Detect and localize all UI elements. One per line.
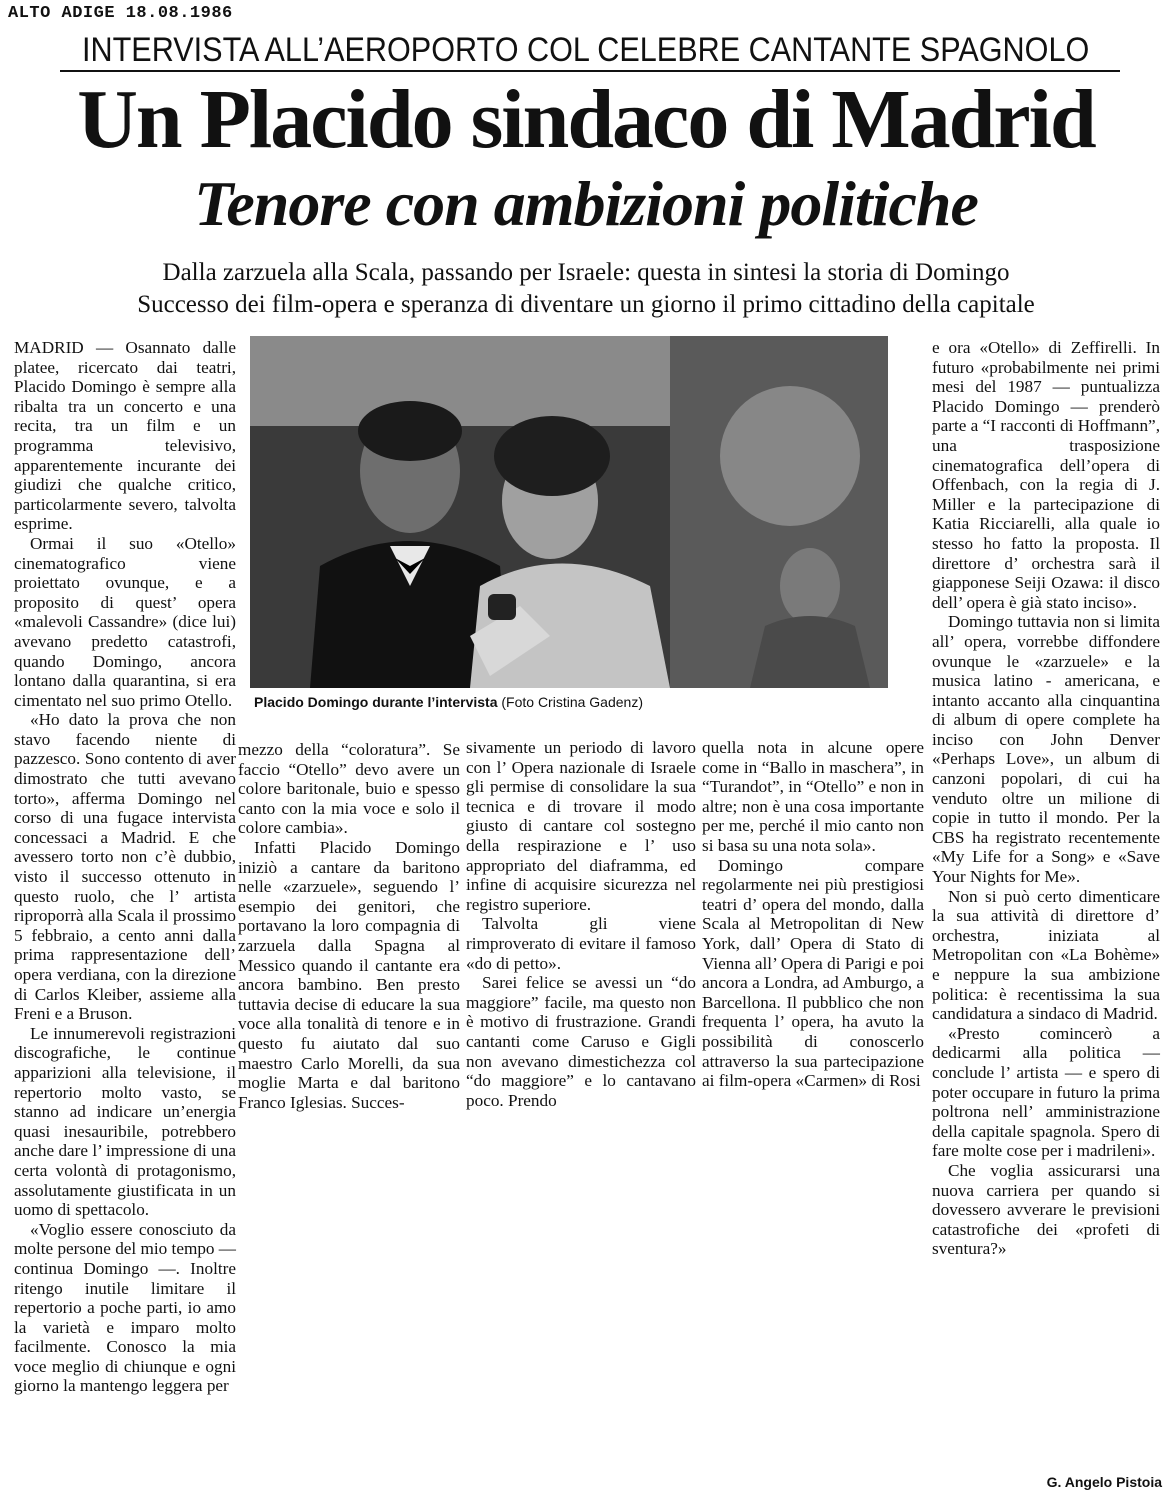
paragraph: Che voglia assicurarsi una nuova carriera per quando si dovessero avverare le previsioni catastrofiche dei «profeti di sventura?» (932, 1160, 1160, 1259)
paragraph: Infatti Placido Domingo iniziò a cantare da baritono nelle «zarzuele», seguendo l’ esempio dei genitori, che portavano la loro compagnia di zarzuela dalla Spagna al Messico quando il cantante era ancora bambino. Ben presto tuttavia decise di educare la sua voce alla tonalità di tenore e in questo fu aiutato dal suo maestro Carlo Morelli, da sua moglie Marta e dal baritono Franco Iglesias. Succes- (238, 837, 460, 1112)
paragraph: Domingo compare regolarmente nei più prestigiosi teatri d’ opera del mondo, dalla Scala al Metropolitan di New York, dall’ Opera di Stato di Vienna all’ Opera di Parigi e poi ancora a Londra, ad Amburgo, a Barcellona. Il pubblico che non frequenta l’ opera, ha avuto la possibilità di conoscerlo attraverso la sua partecipazione ai film-opera «Carmen» di Rosi (702, 855, 925, 1091)
kicker: INTERVISTA ALL’AEROPORTO COL CELEBRE CANTANTE SPAGNOLO (82, 31, 1090, 69)
headline: Un Placido sindaco di Madrid (77, 73, 1095, 166)
deck-line: Dalla zarzuela alla Scala, passando per Israele: questa in sintesi la storia di Domingo (162, 259, 1010, 286)
paragraph: sivamente un periodo di lavoro con l’ Opera nazionale di Israele gli permise di consolidare la sua tecnica e di trovare il modo giusto di cantare col sostegno della respirazione e l’ uso appropriato del diaframma, ed infine di acquisire sicurezza nel registro superiore. (466, 738, 696, 914)
paragraph: e ora «Otello» di Zeffirelli. In futuro «probabilmente nei primi mesi del 1987 — puntualizza Placido Domingo — prenderò parte a “I racconti di Hoffmann”, una trasposizione cinematografica dell’opera di Offenbach, con la regia di J. Miller e la partecipazione di Katia Ricciarelli, alla quale io stesso ho fatto la proposta. Il direttore d’ orchestra sarà il giapponese Seiji Ozawa: il disco dell’ opera è già stato inciso». (932, 338, 1160, 612)
paragraph: «Presto comincerò a dedicarmi alla politica — conclude l’ artista — e spero di poter occupare in futuro la prima poltrona nell’ amministrazione della capitale spagnola. Spero di fare molte cose per i madrileni». (932, 1023, 1160, 1161)
article-column-2 (238, 740, 460, 1112)
paragraph: Talvolta gli viene rimproverato di evitare il famoso «do di petto». (466, 914, 696, 973)
subheadline: Tenore con ambizioni politiche (194, 168, 978, 239)
caption-text: Placido Domingo durante l’intervista (254, 694, 498, 710)
deck-line: Successo dei film-opera e speranza di diventare un giorno il primo cittadino della capitale (137, 291, 1035, 318)
paragraph: quella nota in alcune opere come in “Ballo in maschera”, in “Turandot”, in “Otello” e non in altre; non è una cosa importante per me, perché il mio canto non si basa su una nota sola». (702, 738, 924, 855)
source-line: ALTO ADIGE 18.08.1986 (8, 4, 233, 23)
kicker-rule (60, 70, 1120, 72)
byline: G. Angelo Pistoia (1046, 1474, 1162, 1490)
caption-credit: (Foto Cristina Gadenz) (501, 694, 643, 710)
paragraph: «Ho dato la prova che non stavo facendo niente di pazzesco. Sono contento di aver dimostrato che tutti avevano torto», afferma Domingo nel corso di una fugace intervista concessaci a Madrid. E che avessero torto non c’è dubbio, visto il successo ottenuto in questo ruolo, che l’ artista riproporrà alla Scala il prossimo 5 febbraio, a cento anni dalla prima rappresentazione dell’ opera verdiana, con la direzione di Carlos Kleiber, assieme alla Freni e a Bruson. (14, 710, 236, 1024)
article-column-4 (702, 738, 924, 1091)
article-column-1 (14, 338, 236, 1396)
paragraph: Non si può certo dimenticare la sua attività di direttore d’ orchestra, iniziata al Metropolitan con «La Bohème» e neppure la sua ambizione politica: è recentissima la sua candidatura a sindaco di Madrid. (932, 886, 1160, 1024)
paragraph: MADRID — Osannato dalle platee, ricercato dai teatri, Placido Domingo è sempre alla ribalta tra un concerto e una recita, tra un film e un programma televisivo, apparentemente incurante dei giudizi che qualche critico, particolarmente severo, talvolta esprime. (14, 338, 236, 534)
article-column-3 (466, 738, 696, 1110)
paragraph: Ormai il suo «Otello» cinematografico viene proiettato ovunque, e a proposito di quest’ opera «malevoli Cassandre» (dice lui) avevano predetto catastrofi, quando Domingo, ancora lontano dalla quarantina, si era cimentato nel suo primo Otello. (14, 533, 236, 710)
paragraph: Le innumerevoli registrazioni discografiche, le continue apparizioni alla televisione, il repertorio molto vasto, se stanno ad indicare un’energia quasi inesauribile, potrebbero anche dare l’ impressione di una certa volontà di protagonismo, assolutamente giustificata in un uomo di spettacolo. (14, 1023, 236, 1220)
photo-caption (254, 694, 894, 710)
paragraph: Sarei felice se avessi un “do maggiore” facile, ma questo non è motivo di frustrazione. Grandi cantanti come Caruso e Gigli non avevano dimestichezza col “do maggiore” e lo cantavano poco. Prendo (466, 973, 696, 1110)
paragraph: «Voglio essere conosciuto da molte persone del mio tempo — continua Domingo —. Inoltre ritengo inutile limitare il repertorio a poche parti, io amo la varietà e imparo molto facilmente. Conosco la mia voce meglio di chiunque e ogni giorno la mantengo leggera per (14, 1219, 236, 1396)
photo (250, 336, 888, 688)
article-column-5 (932, 338, 1160, 1259)
paragraph: mezzo della “coloratura”. Se faccio “Otello” devo avere un colore baritonale, buio e spesso canto con la mia voce e solo il colore cambia». (238, 740, 460, 838)
paragraph: Domingo tuttavia non si limita all’ opera, vorrebbe diffondere ovunque le «zarzuele» e la musica latino - americana, e intanto accanto alla cinquantina di album di opere complete ha inciso con John Denver «Perhaps Love», un album di canzoni popolari, di cui ha venduto oltre un milione di copie in tutto il mondo. Per la CBS ha registrato recentemente «My Life for a Song» e «Save Your Nights for Me». (932, 612, 1160, 887)
